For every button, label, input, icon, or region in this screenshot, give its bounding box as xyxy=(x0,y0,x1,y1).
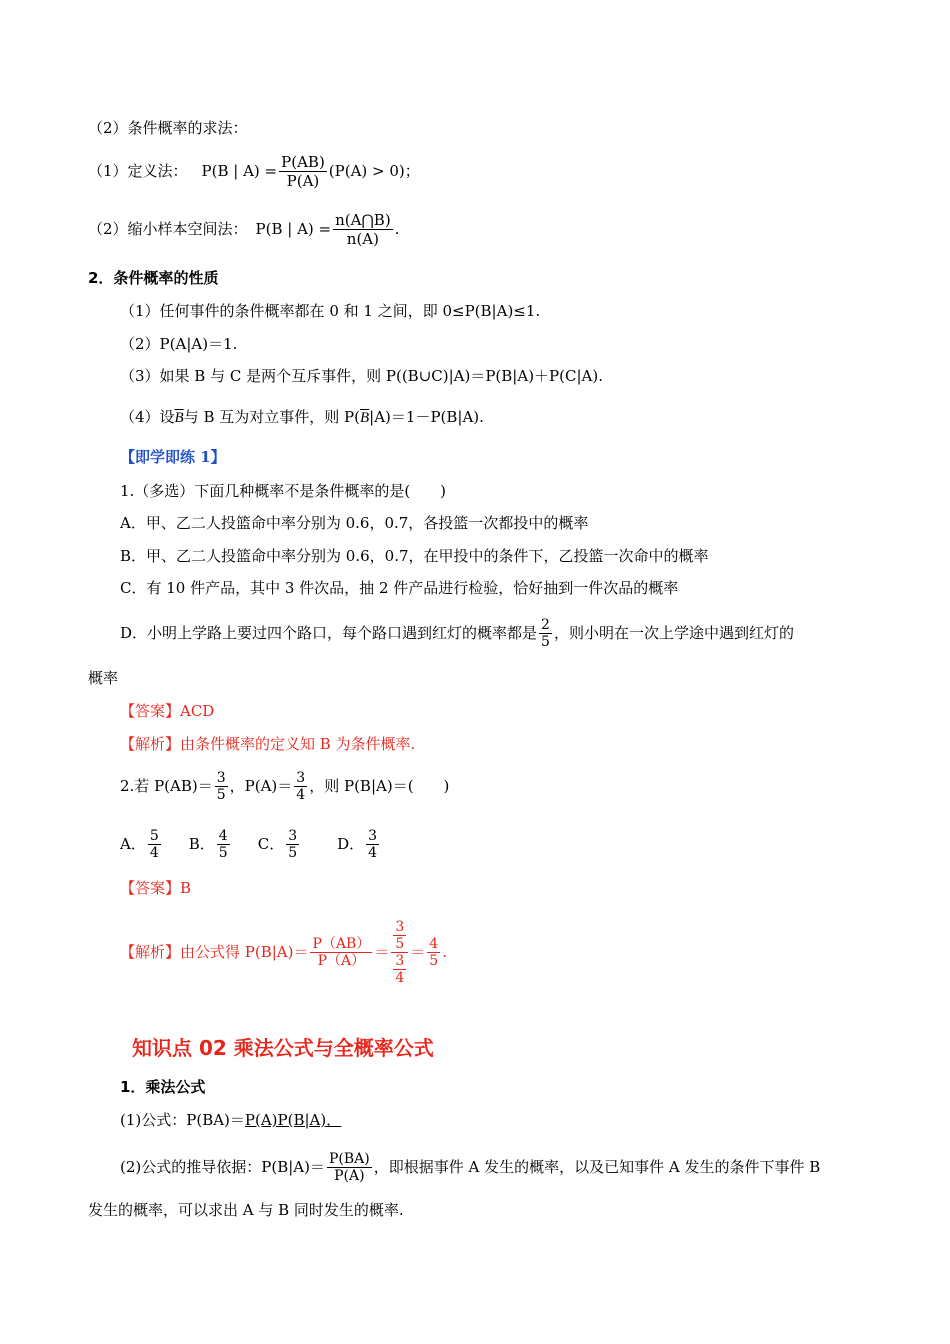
shrink-label: （2）缩小样本空间法： xyxy=(88,220,248,238)
q2-opt-a-num: 5 xyxy=(149,827,159,844)
q2-opt-c-num: 3 xyxy=(288,827,298,844)
q2-frac-2-num: 3 xyxy=(296,769,306,786)
q2-analysis-end: . xyxy=(442,943,447,961)
knowledge-point-02-title: 知识点 02 乘法公式与全概率公式 xyxy=(132,1036,434,1060)
q2-complex-top-frac xyxy=(393,919,406,952)
definition-method xyxy=(88,150,420,192)
q1-d-fraction xyxy=(539,617,552,650)
q2-opt-c-den: 5 xyxy=(288,844,298,861)
q2-opt-a-frac xyxy=(148,828,161,861)
def-label: （1）定义法： xyxy=(88,162,188,180)
formula-line-2 xyxy=(120,1145,820,1189)
q1-d-text: D．小明上学路上要过四个路口，每个路口遇到红灯的概率都是 xyxy=(120,624,538,642)
q2-opt-d-num: 3 xyxy=(368,827,378,844)
def-fraction xyxy=(279,153,327,190)
shrink-lhs: P(B | A) = xyxy=(255,220,332,238)
q2-stem-c: ，则 P(B|A)＝( ) xyxy=(309,777,450,795)
q2-opt-b-den: 5 xyxy=(218,844,228,861)
q2-opt-b-label: B． xyxy=(188,835,215,853)
q2-opt-c-label: C． xyxy=(257,835,285,853)
q1-option-b: B．甲、乙二人投篮命中率分别为 0.6，0.7，在甲投中的条件下，乙投篮一次命中的概率 xyxy=(120,547,709,565)
q2-stem xyxy=(120,764,449,808)
shrink-method xyxy=(88,208,399,250)
property-4 xyxy=(120,407,484,428)
q1-option-d xyxy=(120,612,794,654)
p4-b-bar: $\overline{B}$ xyxy=(174,410,184,426)
q2-opt-d-frac xyxy=(366,828,379,861)
q2-frac-1 xyxy=(215,770,228,803)
q2-opt-a-label: A． xyxy=(120,835,146,853)
def-numerator: P(AB) xyxy=(281,152,325,171)
q2-options xyxy=(120,822,381,866)
def-denominator: P(A) xyxy=(286,171,320,190)
p4-part-c: 与 B 互为对立事件，则 P( xyxy=(183,408,360,426)
p4-part-e: |A)＝1－P(B|A). xyxy=(369,408,484,426)
q2-analysis-den: P（A） xyxy=(317,952,366,969)
formula-2-text: (2)公式的推导依据：P(B|A)＝ xyxy=(120,1158,325,1176)
property-2: （2）P(A|A)＝1. xyxy=(120,335,238,353)
shrink-end: . xyxy=(394,220,400,238)
formula-2-continued: 发生的概率，可以求出 A 与 B 同时发生的概率. xyxy=(88,1201,404,1219)
q2-opt-b-num: 4 xyxy=(218,827,228,844)
method-title: （2）条件概率的求法： xyxy=(88,119,248,137)
q2-result-frac xyxy=(427,936,440,969)
p4-b-bar-2: $\overline{B}$ xyxy=(360,410,370,426)
q2-complex-frac xyxy=(391,919,408,986)
q2-complex-top xyxy=(391,919,408,953)
def-condition: (P(A) > 0)； xyxy=(328,162,420,180)
q2-complex-top-num: 3 xyxy=(395,918,405,935)
q2-result-den: 5 xyxy=(429,952,439,969)
formula-2-frac xyxy=(327,1151,372,1184)
q2-stem-a: 2.若 P(AB)＝ xyxy=(120,777,213,795)
shrink-fraction xyxy=(333,211,393,248)
q2-opt-d-den: 4 xyxy=(368,844,378,861)
q2-frac-2 xyxy=(294,770,307,803)
q2-analysis-eq: ＝ xyxy=(374,943,390,961)
q2-result-num: 4 xyxy=(429,935,439,952)
q1-stem: 1.（多选）下面几种概率不是条件概率的是( ) xyxy=(120,482,447,500)
shrink-denominator: n(A) xyxy=(346,229,379,248)
q1-analysis: 【解析】由条件概率的定义知 B 为条件概率. xyxy=(120,735,416,753)
property-3: （3）如果 B 与 C 是两个互斥事件，则 P((B∪C)|A)＝P(B|A)＋P(C|A). xyxy=(120,367,603,385)
q1-d-den: 5 xyxy=(541,633,550,650)
q2-stem-b: ，P(A)＝ xyxy=(229,777,293,795)
q1-d-text-2: ，则小明在一次上学途中遇到红灯的 xyxy=(553,624,794,642)
q2-frac-1-den: 5 xyxy=(216,786,226,803)
formula-line-1 xyxy=(120,1110,341,1130)
q2-complex-bottom xyxy=(391,953,408,986)
multiplication-formula-title: 1．乘法公式 xyxy=(120,1078,206,1096)
formula-2-num: P(BA) xyxy=(328,1150,370,1167)
def-lhs: P(B | A) = xyxy=(201,162,278,180)
q2-analysis xyxy=(120,910,447,994)
q2-frac-1-num: 3 xyxy=(216,769,226,786)
formula-2-den: P(A) xyxy=(334,1167,365,1184)
q1-answer: 【答案】ACD xyxy=(120,702,215,720)
q2-analysis-eq-2: ＝ xyxy=(410,943,426,961)
q2-analysis-num: P（AB） xyxy=(312,935,371,952)
p4-part-a: （4）设 xyxy=(120,408,175,426)
q2-answer: 【答案】B xyxy=(120,879,192,897)
property-1: （1）任何事件的条件概率都在 0 和 1 之间，即 0≤P(B|A)≤1. xyxy=(120,302,541,320)
q2-analysis-text: 【解析】由公式得 P(B|A)＝ xyxy=(120,943,309,961)
formula-1-underlined: P(A)P(B|A)． xyxy=(244,1111,342,1129)
q2-complex-bottom-den: 4 xyxy=(395,969,405,986)
q1-d-continued: 概率 xyxy=(88,669,119,687)
q2-complex-bottom-num: 3 xyxy=(395,952,405,969)
q1-option-a: A．甲、乙二人投篮命中率分别为 0.6，0.7，各投篮一次都投中的概率 xyxy=(120,514,589,532)
practice-title: 【即学即练 1】 xyxy=(120,448,226,466)
shrink-numerator: n(A⋂B) xyxy=(335,210,391,229)
formula-1-text: (1)公式：P(BA)＝ xyxy=(120,1111,245,1129)
properties-title: 2．条件概率的性质 xyxy=(88,269,219,287)
q2-complex-top-den: 5 xyxy=(395,935,405,952)
q2-opt-c-frac xyxy=(286,828,299,861)
q2-opt-d-label: D． xyxy=(337,835,365,853)
q2-complex-bottom-frac xyxy=(393,953,406,986)
q2-opt-a-den: 4 xyxy=(149,844,159,861)
q2-frac-2-den: 4 xyxy=(296,786,306,803)
q2-opt-b-frac xyxy=(217,828,230,861)
q1-d-num: 2 xyxy=(541,616,550,633)
formula-2-text-2: ，即根据事件 A 发生的概率，以及已知事件 A 发生的条件下事件 B xyxy=(373,1158,821,1176)
q2-analysis-frac xyxy=(310,936,372,969)
q1-option-c: C．有 10 件产品，其中 3 件次品，抽 2 件产品进行检验，恰好抽到一件次品的概率 xyxy=(120,579,679,597)
